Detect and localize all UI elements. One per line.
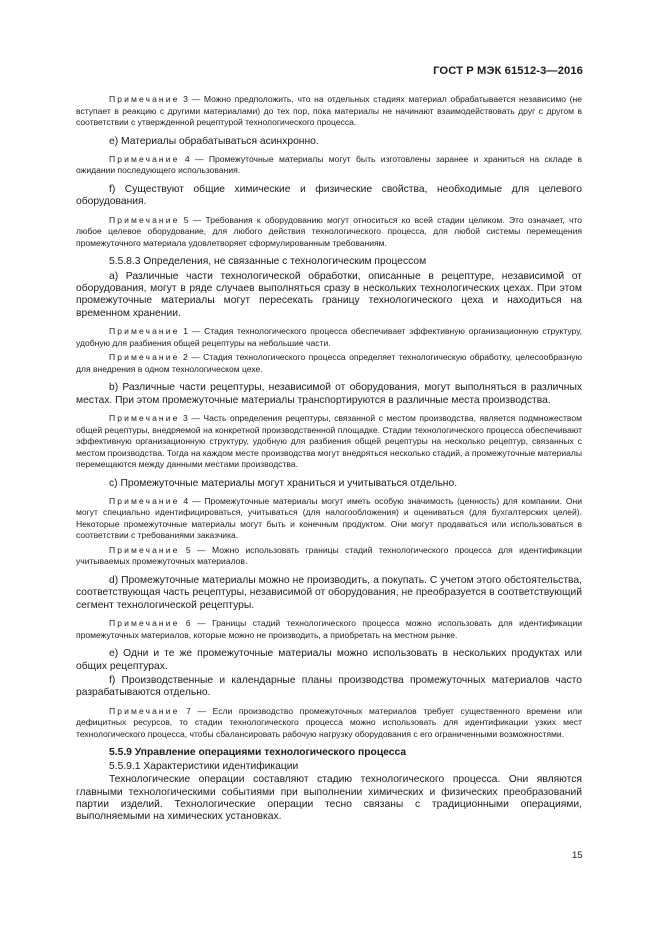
note-1-structure: Примечание 1 — Стадия технологического процесса обеспечивает эффективную организационную структуру, удобную для разбиения общей рецептуры на небольшие части. (76, 326, 582, 348)
note-2-processing: Примечание 2 — Стадия технологического процесса определяет технологическую обработку, целесообразную для внедрения в одном технологическом цехе. (76, 352, 582, 374)
note-4-value: Примечание 4 — Промежуточные материалы могут иметь особую значимость (ценность) для компании. Они могут специально идентифицироваться, учитываться (для налогообложения) и оцениваться (для бухгалтерских целей). Некоторые промежуточные материалы могут быть и конечным продуктом. Они могут продаваться или использоваться в соответствии с требованиями заказчика. (76, 495, 582, 541)
note-5-equipment: Примечание 5 — Требования к оборудованию могут относиться ко всей стадии целиком. Это означает, что любое целевое оборудование, для любого действия технологического процесса, для любой системы перемещения промежуточного материала удовлетворяет сформулированным требованиям. (76, 214, 582, 248)
page-content (76, 94, 582, 830)
item-b-sites: b) Различные части рецептуры, независимой от оборудования, могут выполняться в различных местах. При этом промежуточные материалы транспортируются в различные места производства. (76, 382, 582, 406)
item-f-plans: f) Производственные и календарные планы производства промежуточных материалов часто разрабатываются отдельно. (76, 675, 582, 699)
item-c-storage: c) Промежуточные материалы могут храниться и учитываться отдельно. (109, 477, 458, 489)
operations-paragraph: Технологические операции составляют стадию технологического процесса. Они являются главными технологическими событиями при выполнении химических и физических преобразований партии изделий. Технологические операции тесно связаны с традиционными операциями, выполняемыми на химических установках. (76, 774, 582, 823)
note-6-local-market: Примечание 6 — Границы стадий технологического процесса можно использовать для идентификации промежуточных материалов, которые можно не производить, а приобретать на местном рынке. (76, 618, 582, 640)
note-3-site-recipe: Примечание 3 — Часть определения рецептуры, связанной с местом производства, является подмножеством общей рецептуры, внедряемой на конкретной производственной площадке. Стадии технологического процесса обеспечивают эффективную организационную структуру, удобную для разбиения общей рецептуры на несколько рецептур, связанных с местом производства. Тогда на каждом месте производства могут внедряться несколько стадий, а промежуточные материалы перемещаются между данными местами производства. (76, 413, 582, 470)
section-5-5-9-1: 5.5.9.1 Характеристики идентификации (109, 760, 299, 772)
item-a-process-cells: a) Различные части технологической обработки, описанные в рецептуре, независимой от оборудования, могут в ряде случаев выполняться сразу в нескольких технологических цехах. При этом промежуточные материалы могут пересекать границу технологического цеха и находиться на временном хранении. (76, 270, 582, 319)
item-d-purchase: d) Промежуточные материалы можно не производить, а покупать. С учетом этого обстоятельства, соответствующая часть рецептуры, независимой от оборудования, не преобразуется в соответствующий сегмент технологической рецептуры. (76, 574, 582, 611)
page-number: 15 (572, 850, 583, 861)
item-f-properties: f) Существуют общие химические и физические свойства, необходимые для целевого оборудования. (76, 183, 582, 208)
item-e-shared: e) Одни и те же промежуточные материалы можно использовать в нескольких продуктах или общих рецептурах. (76, 648, 582, 672)
section-5-5-9-heading: 5.5.9 Управление операциями технологического процесса (109, 747, 407, 759)
item-e-async: e) Материалы обрабатываться асинхронно. (109, 135, 319, 147)
section-5-5-8-3: 5.5.8.3 Определения, не связанные с технологическим процессом (109, 256, 427, 268)
note-7-bottlenecks: Примечание 7 — Если производство промежуточных материалов требует существенного времени или дефицитных ресурсов, то стадии технологического процесса можно использовать для идентификации узких мест технологического процесса, чтобы сбалансировать рабочую нагрузку оборудования с его ограниченными возможностями. (76, 705, 582, 739)
note-5-boundaries: Примечание 5 — Можно использовать границы стадий технологического процесса для идентификации учитываемых промежуточных материалов. (76, 544, 582, 567)
document-code-header: ГОСТ Р МЭК 61512-3—2016 (433, 65, 583, 77)
note-4-stored: Примечание 4 — Промежуточные материалы могут быть изготовлены заранее и храниться на складе в ожидании последующего использования. (76, 153, 582, 176)
note-3-stages: Примечание 3 — Можно предположить, что на отдельных стадиях материал обрабатывается независимо (не вступает в реакцию с другими материалами) до тех пор, пока материалы не начинают взаимодействовать друг с другом в соответствии с утвержденной рецептурой технологического процесса. (76, 94, 582, 127)
